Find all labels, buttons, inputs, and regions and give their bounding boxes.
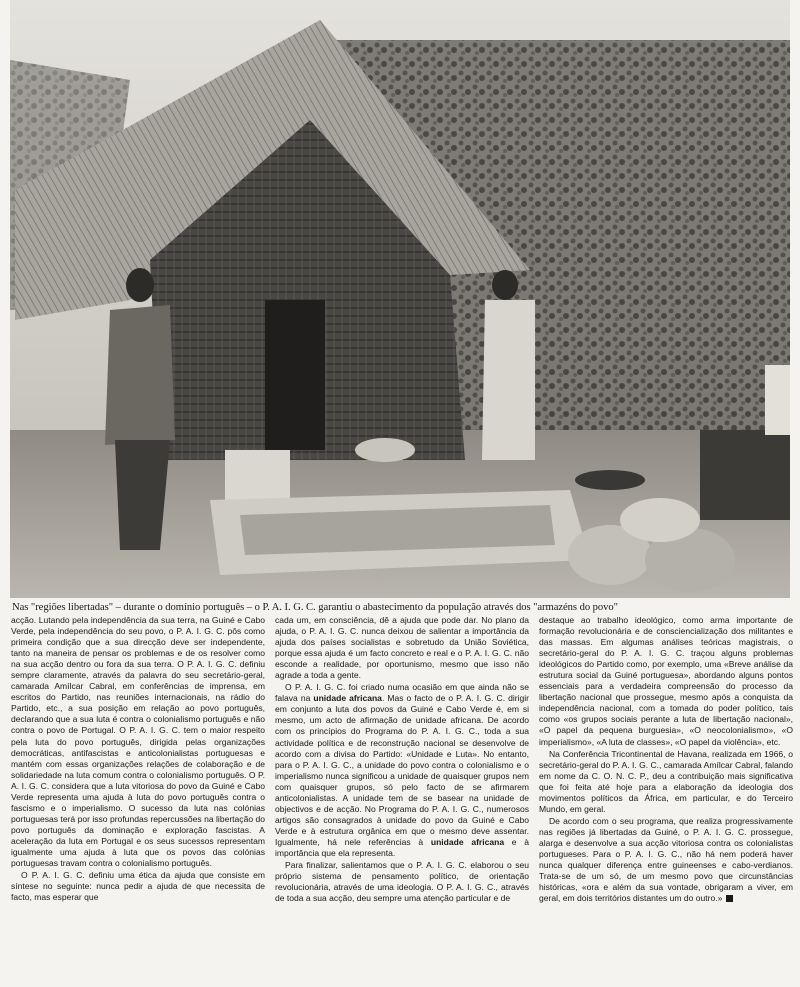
article-paragraph: Para finalizar, salientamos que o P. A. I. G. C. elaborou o seu próprio sistema de pensamento político, de orientação revolucionária, através de uma ideologia. O P. A. I. G. C., através de toda a sua acção, deu sempre uma atenção particular e de — [275, 860, 529, 904]
photo-caption: Nas "regiões libertadas" – durante o domínio português – o P. A. I. G. C. garantiu o abastecimento da população através dos "armazéns do povo" — [12, 602, 618, 613]
article-paragraph: O P. A. I. G. C. foi criado numa ocasião em que ainda não se falava na unidade africana. Mas o facto de o P. A. I. G. C. dirigir em conjunto a luta dos povos da Guiné e Cabo Verde é, em si mesmo, um acto de afirmação de unidade africana. De acordo com os princípios do Programa do P. A. I. G. C., toda a sua actividade política e de reconstrução nacional se desenvolve de acordo com a divisa do Partido: «Unidade e Luta». No entanto, para o P. A. I. G. C., a unidade do povo contra o colonialismo e o imperialismo nunca significou a unidade de quaisquer grupos nem com quaisquer grupos, só pelo facto de se afirmarem anticolonialistas. A unidade tem de se basear na unidade de objectivos e de acção. No Programa do P. A. I. G. C., numerosos artigos são consagrados à unidade do povo da Guiné e Cabo Verde e à estrutura orgânica em que o mesmo deve assentar. Igualmente, há nele referências à unidade africana e à importância que ela representa. — [275, 682, 529, 858]
emphasis: unidade africana — [313, 693, 382, 704]
article-paragraph: De acordo com o seu programa, que realiza progressivamente nas regiões já libertadas da Guiné, o P. A. I. G. C. prossegue, alarga e desenvolve a sua acção vitoriosa contra os colonialistas portugueses. Para o P. A. I. G. C., não há nem poderá haver nunca qualquer diferença entre guineenses e cabo-verdianos. Trata-se de um só, de um mesmo povo que circunstâncias históricas, «ora e além da sua vontade, obrigaram a viver, em geral, em dois territórios distantes um do outro.» — [539, 815, 793, 904]
emphasis: unidade africana — [430, 836, 505, 847]
photo-illustration — [10, 0, 790, 598]
article-paragraph: O P. A. I. G. C. definiu uma ética da ajuda que consiste em síntese no seguinte: nunca pedir a ajuda de que necessita de facto, mas esperar que — [11, 870, 265, 903]
article-paragraph: Na Conferência Tricontinental de Havana, realizada em 1966, o secretário-geral do P. A. I. G. C., camarada Amílcar Cabral, falando em nome da C. O. N. C. P., deu a contribuição mais significativa que foi feita até hoje para a elaboração da ideologia dos movimentos políticos da África, em particular, e do Terceiro Mundo, em geral. — [539, 748, 793, 814]
article-column — [275, 615, 529, 985]
article-column — [11, 615, 265, 985]
article-column — [539, 615, 793, 985]
article-photo — [10, 0, 790, 598]
article-body — [11, 615, 793, 985]
article-paragraph: acção. Lutando pela independência da sua terra, na Guiné e Cabo Verde, pela independência do seu povo, o P. A. I. G. C. pôs como primeira condição que a sua direcção deve ser independente, tanto na maneira de pensar os problemas e de os resolver como na sua acção dentro ou fora da sua terra. O P. A. I. G. C. definiu sempre claramente, através da palavra do seu secretário-geral, camarada Amílcar Cabral, em conferências de imprensa, em escritos do Partido, nas reuniões internacionais, na rádio do Partido, etc., a sua posição em relação ao povo português, declarando que a sua luta é contra o colonialismo português e não contra o povo de Portugal. O P. A. I. G. C. tem o maior respeito pela luta do povo português, dirigida pelas organizações democráticas, antifascistas e anticolonialistas portuguesas e mantém com essas organizações relações de colaboração e de solidariedade na luta comum contra o colonialismo português. O P. A. I. G. C. considera que a luta vitoriosa do povo da Guiné e Cabo Verde representa uma ajuda à luta do povo português contra o fascismo e o imperialismo. O sucesso da luta nas colónias portuguesas terá por isso profundas repercussões na libertação do povo português da dominação e exploração fascistas. A aceleração da luta em Portugal e os seus sucessos representam igualmente uma ajuda à luta que os povos das colónias portuguesas travam contra o colonialismo português. — [11, 615, 265, 869]
end-of-article-mark — [726, 895, 733, 902]
article-paragraph: destaque ao trabalho ideológico, como arma importante de formação revolucionária e de consciencialização dos militantes e das massas. Em algumas análises teóricas magistrais, o secretário-geral do P. A. I. G. C. traçou alguns problemas ideológicos do Partido como, por exemplo, uma «Breve análise da estrutura social da Guiné portuguesa», abordando alguns pontos essenciais para a verdadeira compreensão do processo da libertação nacional que prossegue, mesmo após a conquista da independência nacional, com a tomada do poder político, tais como «os grupos sociais perante a luta de libertação nacional», «O papel da pequena burguesia», «O neocolonialismo», «O imperialismo», «A luta de classes», «O papel da violência», etc. — [539, 615, 793, 747]
article-paragraph: cada um, em consciência, dê a ajuda que pode dar. No plano da ajuda, o P. A. I. G. C. nunca deixou de salientar a importância da ajuda dos países socialistas e sobretudo da União Soviética, porque essa ajuda é um facto concreto e real e o P. A. I. G. C. não esconde a realidade, por oportunismo, mesmo que isso não agrade a toda a gente. — [275, 615, 529, 681]
